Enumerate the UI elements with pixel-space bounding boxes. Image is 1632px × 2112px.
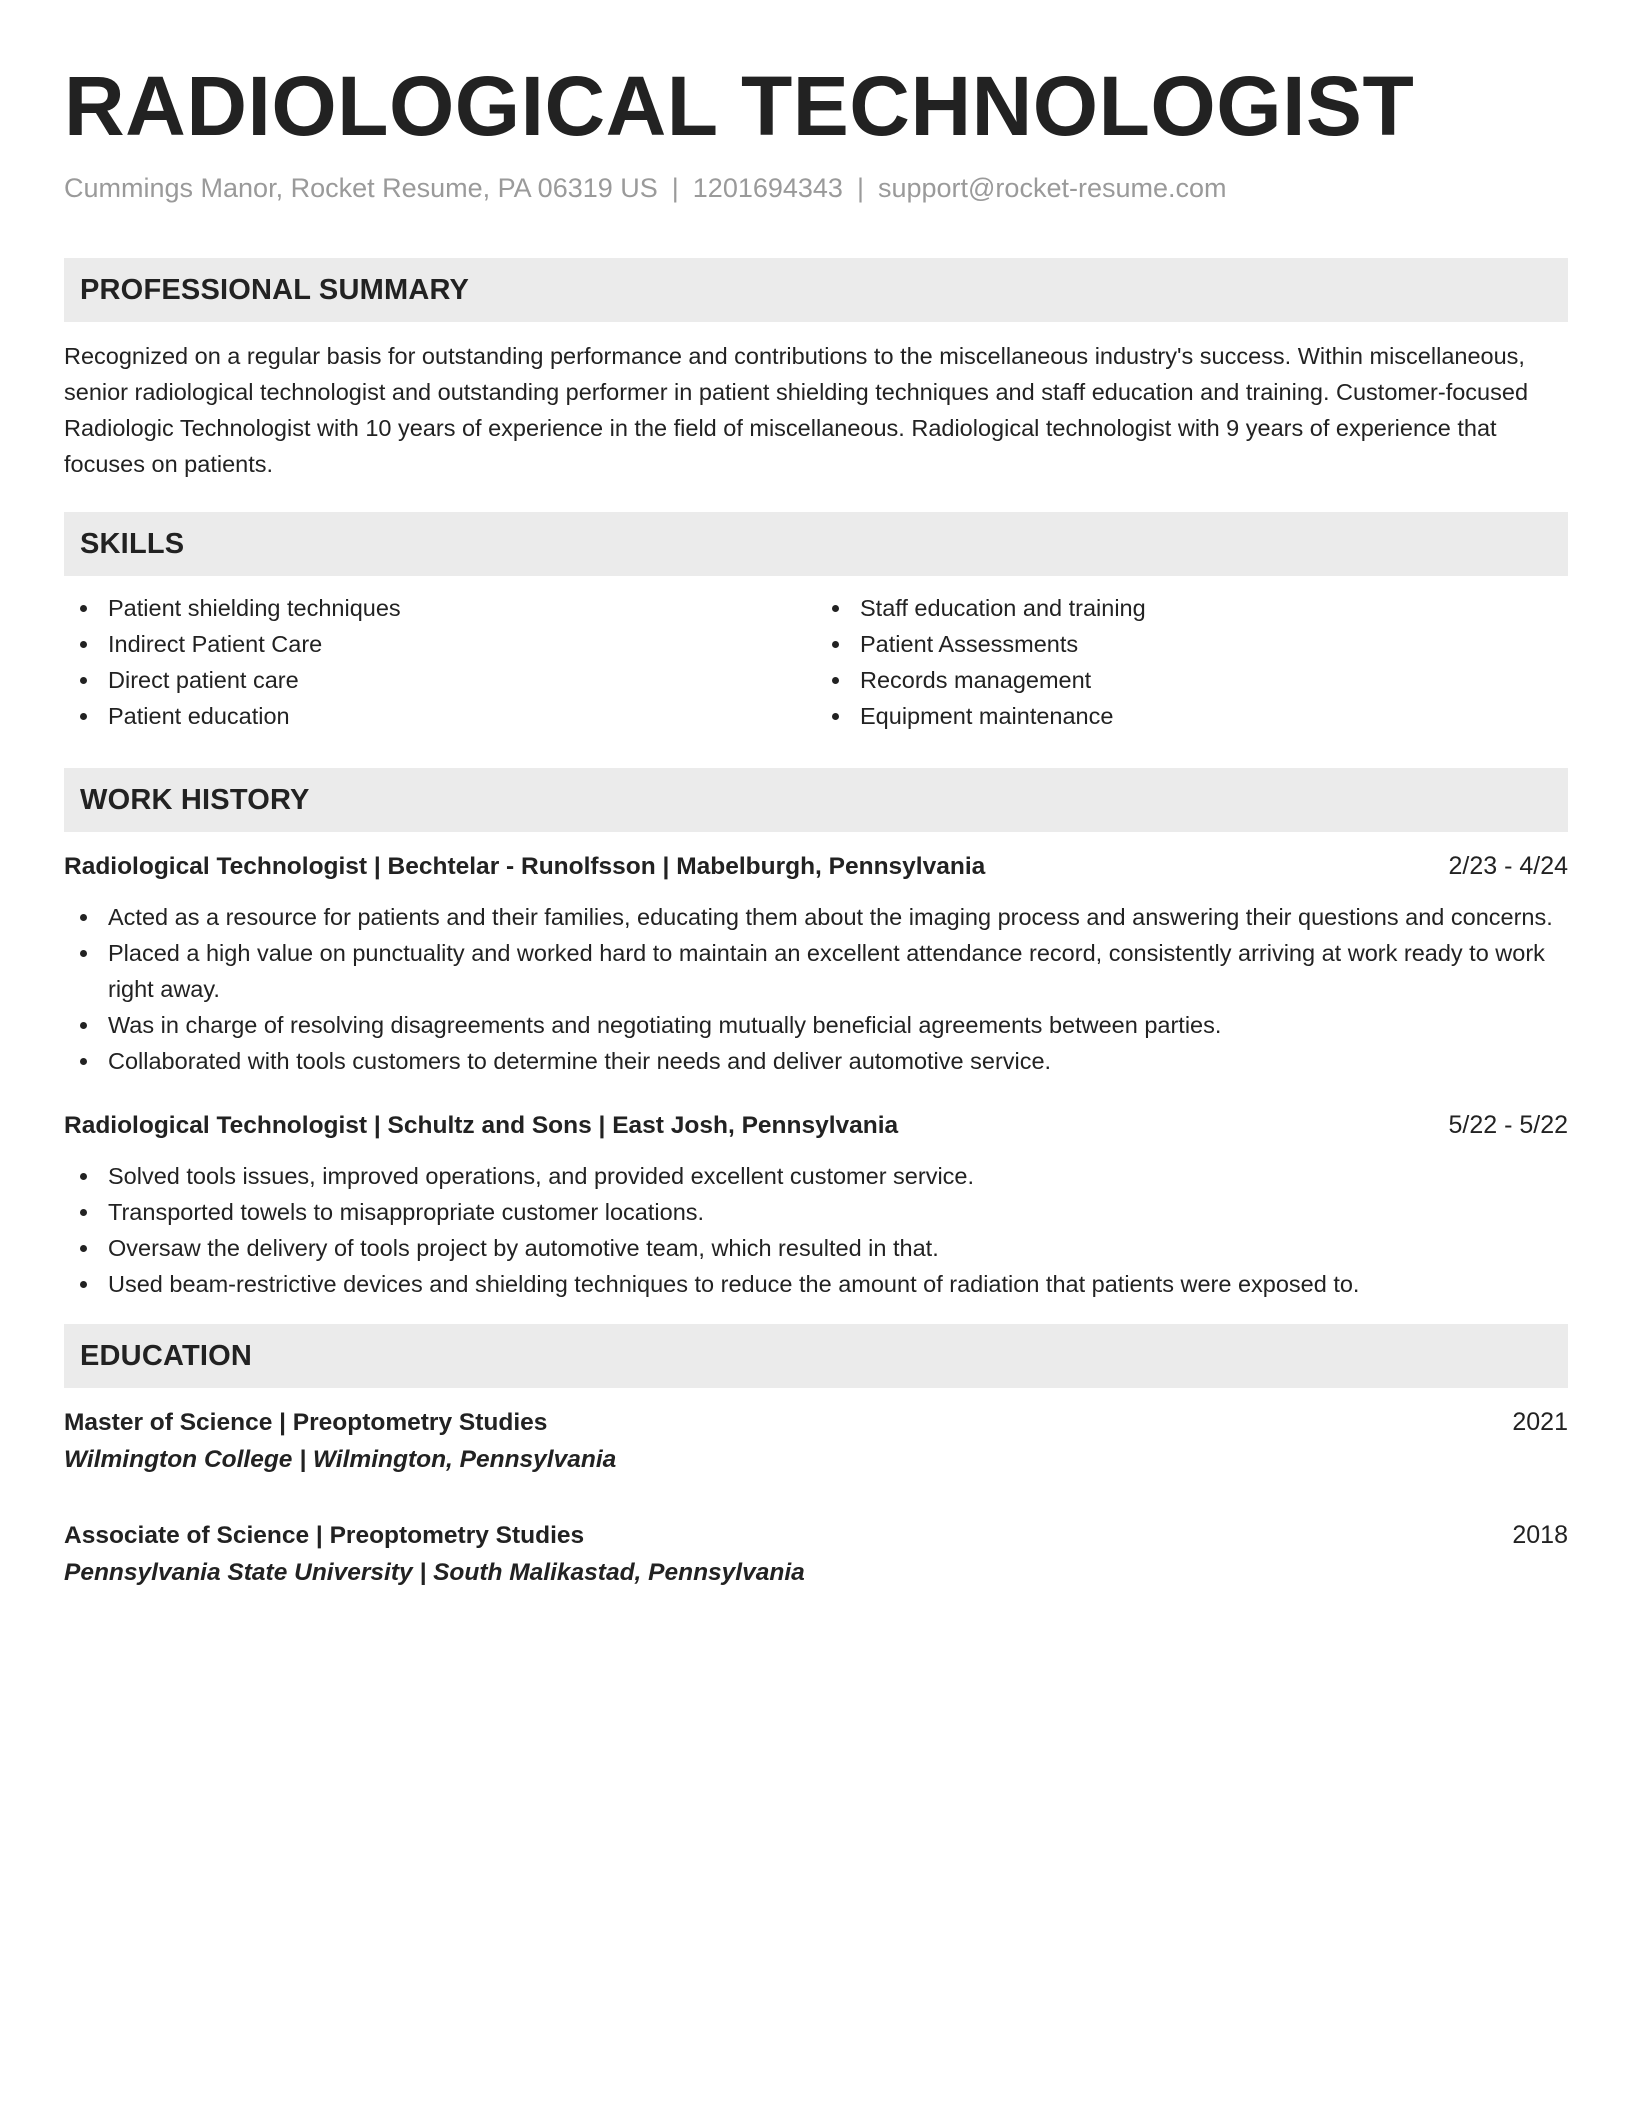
section-title-work-history: WORK HISTORY bbox=[80, 783, 310, 816]
section-header-work-history bbox=[64, 768, 1568, 832]
section-title-summary: PROFESSIONAL SUMMARY bbox=[80, 273, 470, 306]
contact-phone: 1201694343 bbox=[692, 173, 843, 203]
job-bullet: Was in charge of resolving disagreements and negotiating mutually beneficial agreements between parties. bbox=[64, 1007, 1568, 1043]
job-bullet: Used beam-restrictive devices and shielding techniques to reduce the amount of radiation that patients were exposed to. bbox=[64, 1266, 1568, 1302]
skill-item: Patient education bbox=[64, 698, 816, 734]
job-bullets bbox=[64, 899, 1568, 1079]
contact-separator: | bbox=[856, 173, 864, 203]
skill-item: Records management bbox=[816, 662, 1568, 698]
job-header bbox=[64, 848, 1568, 885]
section-header-education bbox=[64, 1324, 1568, 1388]
skills-list-left bbox=[64, 590, 816, 734]
resume-name: RADIOLOGICAL TECHNOLOGIST bbox=[64, 59, 1415, 153]
job-title: Radiological Technologist | Bechtelar - Runolfsson | Mabelburgh, Pennsylvania bbox=[64, 853, 986, 880]
section-title-skills: SKILLS bbox=[80, 527, 185, 560]
job-dates: 2/23 - 4/24 bbox=[1448, 852, 1568, 880]
education-school: Pennsylvania State University | South Malikastad, Pennsylvania bbox=[64, 1559, 805, 1586]
education-entry bbox=[64, 1517, 1568, 1592]
education-degree: Master of Science | Preoptometry Studies bbox=[64, 1409, 548, 1436]
job-header bbox=[64, 1107, 1568, 1144]
section-header-summary bbox=[64, 258, 1568, 322]
education-entry bbox=[64, 1404, 1568, 1479]
job-bullet: Oversaw the delivery of tools project by automotive team, which resulted in that. bbox=[64, 1230, 1568, 1266]
skill-item: Equipment maintenance bbox=[816, 698, 1568, 734]
education-degree: Associate of Science | Preoptometry Studies bbox=[64, 1522, 585, 1549]
section-header-skills bbox=[64, 512, 1568, 576]
skills-list-right bbox=[816, 590, 1568, 734]
job-bullet: Transported towels to misappropriate customer locations. bbox=[64, 1194, 1568, 1230]
job-bullet: Placed a high value on punctuality and worked hard to maintain an excellent attendance record, consistently arriving at work ready to work right away. bbox=[64, 935, 1568, 1007]
skills-grid bbox=[64, 590, 1568, 734]
education-year: 2018 bbox=[1512, 1521, 1568, 1549]
education-header bbox=[64, 1517, 1568, 1554]
contact-email: support@rocket-resume.com bbox=[877, 173, 1227, 203]
skill-item: Patient Assessments bbox=[816, 626, 1568, 662]
job-bullet: Acted as a resource for patients and their families, educating them about the imaging process and answering their questions and concerns. bbox=[64, 899, 1568, 935]
education-header bbox=[64, 1404, 1568, 1441]
skill-item: Staff education and training bbox=[816, 590, 1568, 626]
skill-item: Indirect Patient Care bbox=[64, 626, 816, 662]
job-bullets bbox=[64, 1158, 1568, 1302]
job-entry bbox=[64, 1107, 1568, 1302]
section-title-education: EDUCATION bbox=[80, 1339, 253, 1372]
education-school: Wilmington College | Wilmington, Pennsylvania bbox=[64, 1446, 617, 1473]
job-bullet: Solved tools issues, improved operations, and provided excellent customer service. bbox=[64, 1158, 1568, 1194]
job-dates: 5/22 - 5/22 bbox=[1448, 1111, 1568, 1139]
skill-item: Patient shielding techniques bbox=[64, 590, 816, 626]
job-entry bbox=[64, 848, 1568, 1079]
contact-address: Cummings Manor, Rocket Resume, PA 06319 US bbox=[64, 173, 658, 203]
contact-separator: | bbox=[671, 173, 679, 203]
job-title: Radiological Technologist | Schultz and Sons | East Josh, Pennsylvania bbox=[64, 1112, 899, 1139]
education-year: 2021 bbox=[1512, 1408, 1568, 1436]
summary-text: Recognized on a regular basis for outstanding performance and contributions to the miscellaneous industry's success. Within miscellaneous, senior radiological technologist and outstanding performer in patient shielding techniques and staff education and training. Customer-focused Radiologic Technologist with 10 years of experience in the field of miscellaneous. Radiological technologist with 9 years of experience that focuses on patients. bbox=[64, 343, 1529, 477]
contact-line bbox=[64, 168, 1568, 208]
skill-item: Direct patient care bbox=[64, 662, 816, 698]
job-bullet: Collaborated with tools customers to determine their needs and deliver automotive service. bbox=[64, 1043, 1568, 1079]
